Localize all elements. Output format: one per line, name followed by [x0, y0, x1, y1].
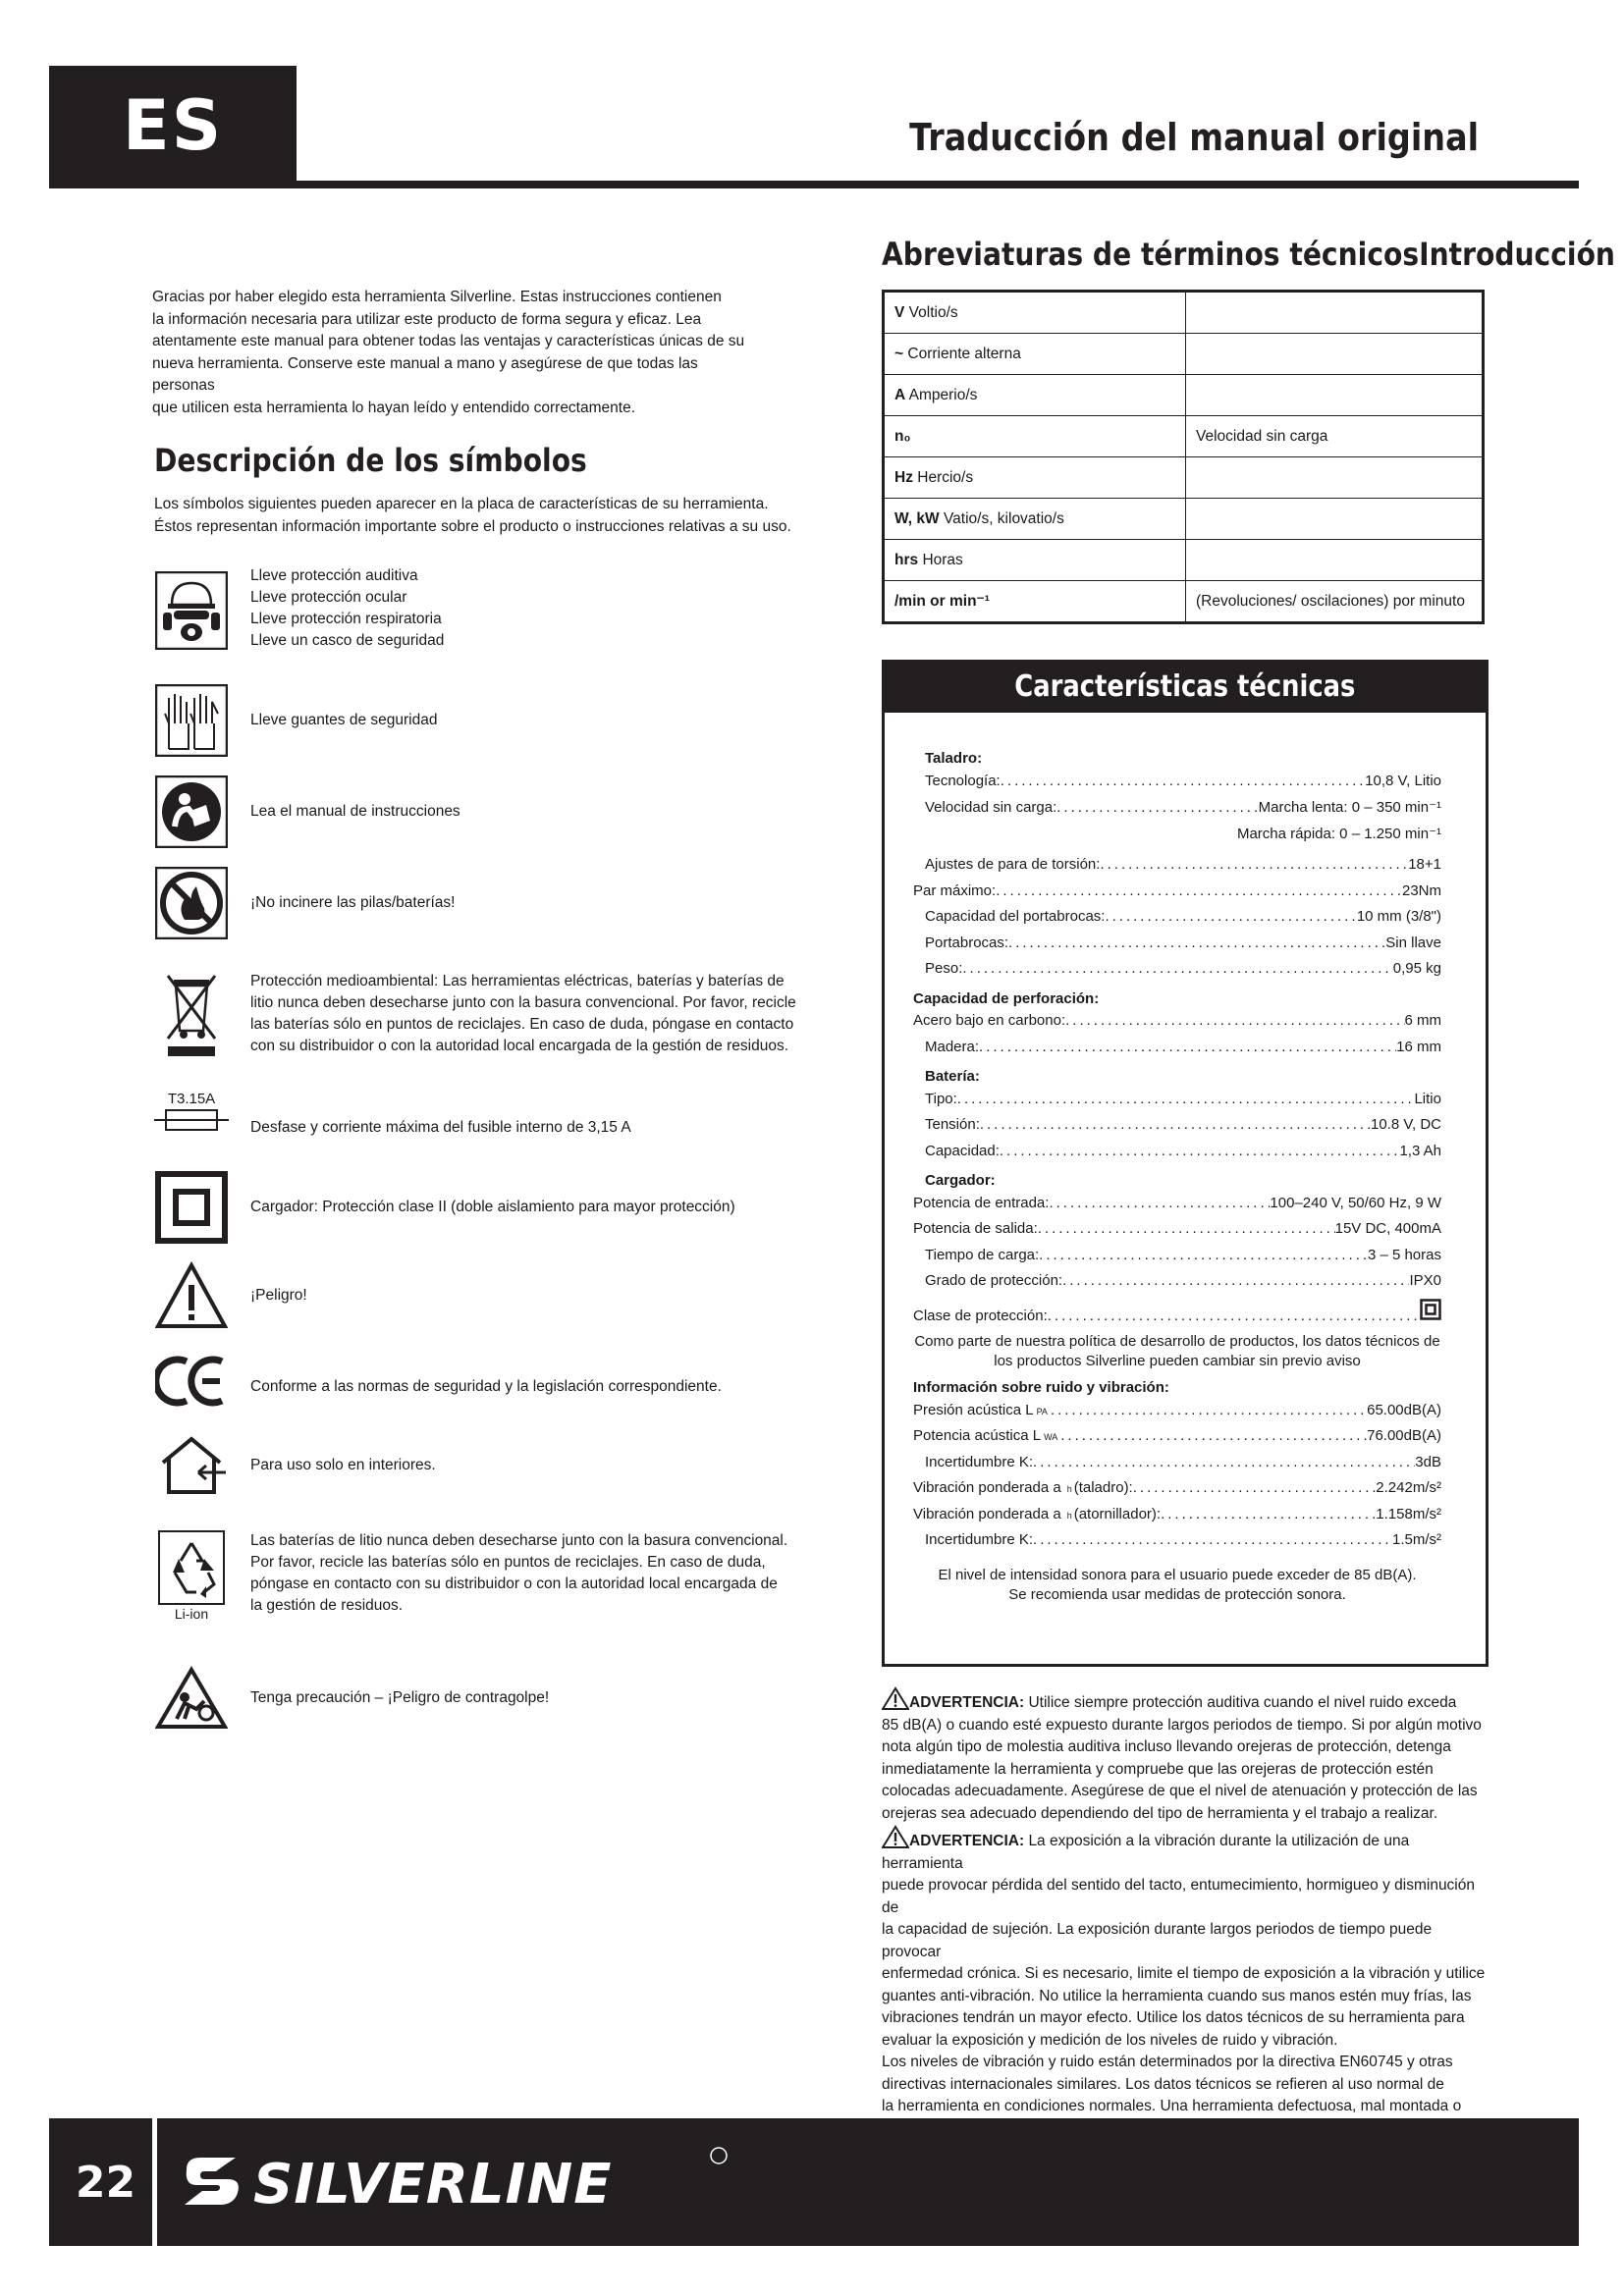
abbr-extra: (Revoluciones/ oscilaciones) por minuto — [1186, 581, 1484, 623]
ppe-icon — [154, 571, 229, 650]
symbol-row — [154, 681, 792, 760]
spec-label: Madera: — [925, 1038, 980, 1055]
noise-note — [913, 1566, 1441, 1605]
spec-value: 1,3 Ah — [1399, 1142, 1441, 1159]
symbol-text: Desfase y corriente máxima del fusible interno de 3,15 A — [250, 1119, 631, 1136]
policy-line: Como parte de nuestra política de desarrollo de productos, los datos técnicos de — [914, 1333, 1440, 1350]
spec-label: Potencia de salida: — [913, 1220, 1038, 1237]
ce-mark-icon — [154, 1342, 229, 1420]
symbol-row — [154, 1168, 792, 1247]
symbol-row — [154, 1426, 792, 1505]
spec-line — [913, 1506, 1441, 1532]
spec-subscript: h — [1066, 1484, 1072, 1494]
symbol-row — [154, 1092, 792, 1150]
warning-text: Utilice siempre protección auditiva cuando el nivel ruido exceda — [1028, 1694, 1457, 1711]
spec-line — [913, 1143, 1441, 1169]
symbol-text: ¡Peligro! — [250, 1287, 307, 1304]
specifications-title-text: Características técnicas — [1014, 668, 1356, 704]
symbol-row — [154, 970, 796, 1058]
abbr-desc: Horas — [922, 551, 963, 568]
spec-value: 18+1 — [1408, 856, 1441, 873]
abbr-symbol: V — [894, 303, 905, 321]
spec-line — [913, 882, 1441, 909]
spec-line — [913, 1247, 1441, 1273]
warning-text: orejeras sea adecuado dependiendo del tipo de herramienta y el trabajo a realizar. — [882, 1804, 1438, 1822]
spec-heading: Batería: — [925, 1068, 980, 1085]
abbr-desc: Corriente alterna — [907, 345, 1021, 362]
spec-line — [913, 1195, 1441, 1221]
symbol-row — [154, 1342, 792, 1420]
abbr-extra — [1186, 457, 1484, 499]
symbol-text: Lea el manual de instrucciones — [250, 803, 460, 820]
spec-label: Par máximo: — [913, 881, 997, 899]
spec-label: Tipo: — [925, 1090, 957, 1107]
table-row — [884, 581, 1484, 623]
symbol-text: Para uso solo en interiores. — [250, 1457, 436, 1473]
spec-line — [913, 773, 1441, 799]
abbr-desc: Hercio/s — [917, 468, 974, 486]
table-row — [884, 499, 1484, 540]
abbr-extra — [1186, 292, 1484, 334]
spec-value: 1.5m/s² — [1391, 1531, 1441, 1548]
symbol-row — [154, 864, 792, 942]
spec-line — [913, 908, 1441, 934]
warning-text: vibraciones tendrán un mayor efecto. Utilice los datos técnicos de su herramienta para — [882, 2009, 1465, 2026]
spec-heading: Cargador: — [925, 1172, 996, 1189]
abbr-desc: Voltio/s — [908, 303, 958, 321]
spec-value: 1.158m/s² — [1376, 1505, 1441, 1522]
table-row — [884, 416, 1484, 457]
abbr-extra — [1186, 334, 1484, 375]
abbr-extra: Velocidad sin carga — [1186, 416, 1484, 457]
spec-value: 16 mm — [1396, 1038, 1441, 1055]
footer-divider — [152, 2118, 157, 2246]
spec-line — [913, 825, 1441, 851]
spec-label: Tensión: — [925, 1116, 980, 1133]
symbol-row — [154, 1526, 792, 1625]
symbol-text: Tenga precaución – ¡Peligro de contragolpe! — [250, 1689, 550, 1706]
spec-value: Litio — [1414, 1090, 1441, 1107]
abbreviations-title: Abreviaturas de términos técnicosIntroducción — [882, 236, 1615, 273]
spec-value: 10 mm (3/8") — [1356, 908, 1441, 925]
spec-line — [913, 1299, 1441, 1325]
intro-line: la información necesaria para utilizar este producto de forma segura y eficaz. Lea — [152, 310, 702, 328]
spec-line — [913, 1012, 1441, 1039]
spec-subscript: WA — [1044, 1432, 1058, 1442]
warning-triangle-icon — [882, 1694, 909, 1711]
spec-value: 23Nm — [1401, 881, 1441, 899]
silverline-logo — [177, 2130, 736, 2228]
symbol-row — [154, 1659, 792, 1737]
symbol-text: póngase en contacto con su distribuidor o con la autoridad local encargada de — [250, 1575, 778, 1592]
symbol-row — [154, 569, 792, 652]
spec-value: Marcha lenta: 0 – 350 min⁻¹ — [1258, 799, 1441, 816]
symbol-text: Lleve protección respiratoria — [250, 611, 442, 627]
spec-value: Marcha rápida: 0 – 1.250 min⁻¹ — [1236, 825, 1441, 842]
symbol-row — [154, 773, 792, 851]
spec-value: 65.00dB(A) — [1367, 1401, 1441, 1418]
table-row — [884, 375, 1484, 416]
symbol-text: Lleve un casco de seguridad — [250, 632, 445, 649]
warnings-section — [882, 1686, 1490, 2163]
spec-value: 6 mm — [1404, 1012, 1441, 1029]
spec-label: Tecnología: — [925, 772, 1001, 789]
specifications-list — [913, 746, 1441, 1605]
table-row — [884, 457, 1484, 499]
spec-label: Capacidad del portabrocas: — [925, 908, 1106, 925]
warning-vibration — [882, 1825, 1490, 2052]
warning-text: colocadas adecuadamente. Asegúrese de que el nivel de atenuación y protección de las — [882, 1783, 1478, 1799]
warning-text: inmediatamente la herramienta y compruebe que las orejeras de protección estén — [882, 1760, 1434, 1778]
spec-line — [913, 856, 1441, 882]
warning-text: La exposición a la vibración durante la utilización de una herramienta — [882, 1833, 1410, 1872]
spec-value: 3dB — [1415, 1453, 1441, 1470]
class-ii-small-icon — [1420, 1299, 1441, 1324]
abbr-symbol: /min or min⁻¹ — [894, 593, 990, 610]
spec-label: Potencia acústica L — [913, 1427, 1042, 1444]
info-text: Los niveles de vibración y ruido están determinados por la directiva EN60745 y otras — [882, 2054, 1453, 2070]
spec-value: 10.8 V, DC — [1371, 1116, 1441, 1133]
intro-line: nueva herramienta. Conserve este manual a mano y asegúrese de que todas las personas — [152, 354, 698, 394]
spec-label: Vibración ponderada a — [913, 1505, 1061, 1522]
spec-heading: Capacidad de perforación: — [913, 989, 1100, 1007]
spec-value: IPX0 — [1409, 1272, 1441, 1289]
warning-text: nota algún tipo de molestia auditiva incluso llevando orejeras de protección, detenga — [882, 1738, 1451, 1755]
abbr-symbol: W, kW — [894, 509, 940, 527]
page-header-title: Traducción del manual original — [908, 116, 1479, 159]
abbr-extra — [1186, 540, 1484, 581]
abbr-symbol: Hz — [894, 468, 913, 486]
spec-line — [913, 1402, 1441, 1428]
warning-text: la capacidad de sujeción. La exposición durante largos periodos de tiempo puede provocar — [882, 1921, 1433, 1960]
weee-bin-icon — [154, 970, 229, 1058]
fuse-icon — [154, 1092, 229, 1150]
spec-line — [913, 1220, 1441, 1247]
warning-label: ADVERTENCIA: — [909, 1694, 1025, 1711]
spec-label: Clase de protección: — [913, 1307, 1048, 1324]
symbol-text: ¡No incinere las pilas/baterías! — [250, 894, 456, 911]
spec-label: Vibración ponderada a — [913, 1479, 1061, 1496]
spec-line — [913, 1091, 1441, 1117]
noise-note-line: El nivel de intensidad sonora para el usuario puede exceder de 85 dB(A). — [938, 1566, 1417, 1583]
abbr-symbol: n₀ — [894, 427, 911, 445]
symbol-text: las baterías sólo en puntos de reciclajes. En caso de duda, póngase en contacto — [250, 1016, 794, 1033]
spec-label: Capacidad: — [925, 1142, 1000, 1159]
table-row — [884, 540, 1484, 581]
symbol-row — [154, 1256, 792, 1335]
no-incinerate-icon — [154, 864, 229, 942]
spec-line — [913, 1272, 1441, 1299]
spec-label: Acero bajo en carbono: — [913, 1012, 1066, 1029]
spec-label: (taladro): — [1073, 1479, 1133, 1496]
spec-line — [913, 1479, 1441, 1506]
spec-line — [913, 1116, 1441, 1143]
symbols-intro-line: Éstos representan información importante sobre el producto o instrucciones relativas a su uso. — [154, 517, 791, 535]
warning-triangle-icon — [882, 1833, 909, 1849]
spec-value: 10,8 V, Litio — [1365, 772, 1441, 789]
symbol-text: Protección medioambiental: Las herramientas eléctricas, baterías y baterías de — [250, 973, 785, 989]
spec-label: Presión acústica L — [913, 1401, 1034, 1418]
intro-paragraph — [152, 287, 761, 419]
specifications-title — [882, 660, 1489, 713]
kickback-icon — [154, 1659, 229, 1737]
warning-noise — [882, 1686, 1490, 1825]
warning-text: puede provocar pérdida del sentido del tacto, entumecimiento, hormigueo y disminución de — [882, 1877, 1475, 1916]
intro-line: atentamente este manual para obtener todas las ventajas y características únicas de su — [152, 333, 745, 349]
spec-value: 15V DC, 400mA — [1334, 1220, 1441, 1237]
table-row — [884, 334, 1484, 375]
gloves-icon — [154, 681, 229, 760]
abbr-extra — [1186, 499, 1484, 540]
spec-label: Velocidad sin carga: — [925, 799, 1057, 816]
spec-heading: Información sobre ruido y vibración: — [913, 1379, 1169, 1396]
spec-value: 3 – 5 horas — [1367, 1246, 1441, 1263]
spec-label: (atornillador): — [1073, 1505, 1162, 1522]
spec-line — [913, 1454, 1441, 1480]
li-ion-label: Li-ion — [174, 1606, 209, 1622]
language-code-box — [49, 66, 297, 185]
spec-value: 100–240 V, 50/60 Hz, 9 W — [1270, 1194, 1441, 1211]
spec-line — [913, 1531, 1441, 1558]
page-number: 22 — [75, 2157, 136, 2208]
symbol-text: Por favor, recicle las baterías sólo en puntos de reciclajes. En caso de duda, — [250, 1554, 766, 1571]
abbreviations-table — [882, 290, 1485, 624]
spec-label: Ajustes de para de torsión: — [925, 856, 1101, 873]
warning-text: guantes anti-vibración. No utilice la herramienta cuando sus manos estén muy frías, las — [882, 1987, 1472, 2004]
abbr-symbol: ~ — [894, 345, 904, 362]
abbr-symbol: A — [894, 386, 906, 403]
spec-line — [913, 1427, 1441, 1454]
spec-value: Sin llave — [1385, 934, 1441, 951]
spec-label: Potencia de entrada: — [913, 1194, 1050, 1211]
spec-label: Portabrocas: — [925, 934, 1009, 951]
brand-name: SILVERLINE — [253, 2153, 613, 2216]
spec-label: Peso: — [925, 960, 963, 977]
spec-heading: Taladro: — [925, 750, 983, 767]
language-code: ES — [122, 84, 224, 166]
spec-value: 0,95 kg — [1392, 960, 1441, 977]
symbol-text: Lleve protección auditiva — [250, 567, 418, 584]
fuse-rating-label: T3.15A — [167, 1091, 216, 1107]
symbols-intro-line: Los símbolos siguientes pueden aparecer en la placa de características de su herramienta. — [154, 496, 769, 512]
warning-text: evaluar la exposición y medición de los niveles de ruido y vibración. — [882, 2031, 1338, 2049]
spec-label: Tiempo de carga: — [925, 1246, 1040, 1263]
abbr-extra — [1186, 375, 1484, 416]
header-rule — [49, 181, 1579, 188]
class-ii-icon — [154, 1168, 229, 1247]
indoor-use-icon — [154, 1426, 229, 1505]
intro-line: Gracias por haber elegido esta herramienta Silverline. Estas instrucciones contienen — [152, 289, 722, 305]
policy-note — [913, 1332, 1441, 1371]
abbr-symbol: hrs — [894, 551, 919, 568]
warning-text: 85 dB(A) o cuando esté expuesto durante largos periodos de tiempo. Si por algún motivo — [882, 1716, 1482, 1734]
symbol-text: litio nunca deben desecharse junto con la basura convencional. Por favor, recicle — [250, 994, 796, 1011]
policy-line: los productos Silverline pueden cambiar sin previo aviso — [994, 1353, 1361, 1369]
symbol-text: Conforme a las normas de seguridad y la legislación correspondiente. — [250, 1378, 722, 1395]
symbols-intro — [154, 494, 792, 538]
symbol-text: Las baterías de litio nunca deben desecharse junto con la basura convencional. — [250, 1532, 788, 1549]
spec-label: Incertidumbre K: — [925, 1453, 1034, 1470]
spec-value: 76.00dB(A) — [1367, 1427, 1441, 1444]
abbr-desc: Amperio/s — [908, 386, 978, 403]
symbol-text: con su distribuidor o con la autoridad local encargada de la gestión de residuos. — [250, 1038, 789, 1054]
spec-label: Incertidumbre K: — [925, 1531, 1034, 1548]
symbol-text: Cargador: Protección clase II (doble aislamiento para mayor protección) — [250, 1199, 735, 1215]
info-text: directivas internacionales similares. Los datos técnicos se refieren al uso normal de — [882, 2075, 1444, 2093]
spec-line — [913, 934, 1441, 961]
spec-label: Grado de protección: — [925, 1272, 1063, 1289]
symbols-section-title: Descripción de los símbolos — [154, 442, 587, 479]
symbol-text: Lleve guantes de seguridad — [250, 712, 438, 728]
noise-note-line: Se recomienda usar medidas de protección sonora. — [1008, 1585, 1346, 1603]
spec-subscript: PA — [1036, 1406, 1048, 1416]
intro-line: que utilicen esta herramienta lo hayan leído y entendido correctamente. — [152, 399, 635, 416]
spec-value: 2.242m/s² — [1376, 1479, 1441, 1496]
warning-label: ADVERTENCIA: — [909, 1833, 1025, 1849]
recycle-li-ion-icon — [154, 1526, 229, 1625]
spec-line — [913, 960, 1441, 987]
table-row — [884, 292, 1484, 334]
spec-subscript: h — [1066, 1510, 1072, 1521]
symbol-text: Lleve protección ocular — [250, 589, 407, 606]
symbol-text: la gestión de residuos. — [250, 1597, 404, 1614]
spec-line — [913, 798, 1441, 825]
danger-icon — [154, 1256, 229, 1335]
abbr-desc: Vatio/s, kilovatio/s — [943, 509, 1064, 527]
info-text: la herramienta en condiciones normales. Una herramienta defectuosa, mal montada o — [882, 2098, 1462, 2114]
spec-line — [913, 1039, 1441, 1065]
warning-text: enfermedad crónica. Si es necesario, limite el tiempo de exposición a la vibración y utilice — [882, 1965, 1486, 1982]
read-manual-icon — [154, 773, 229, 851]
